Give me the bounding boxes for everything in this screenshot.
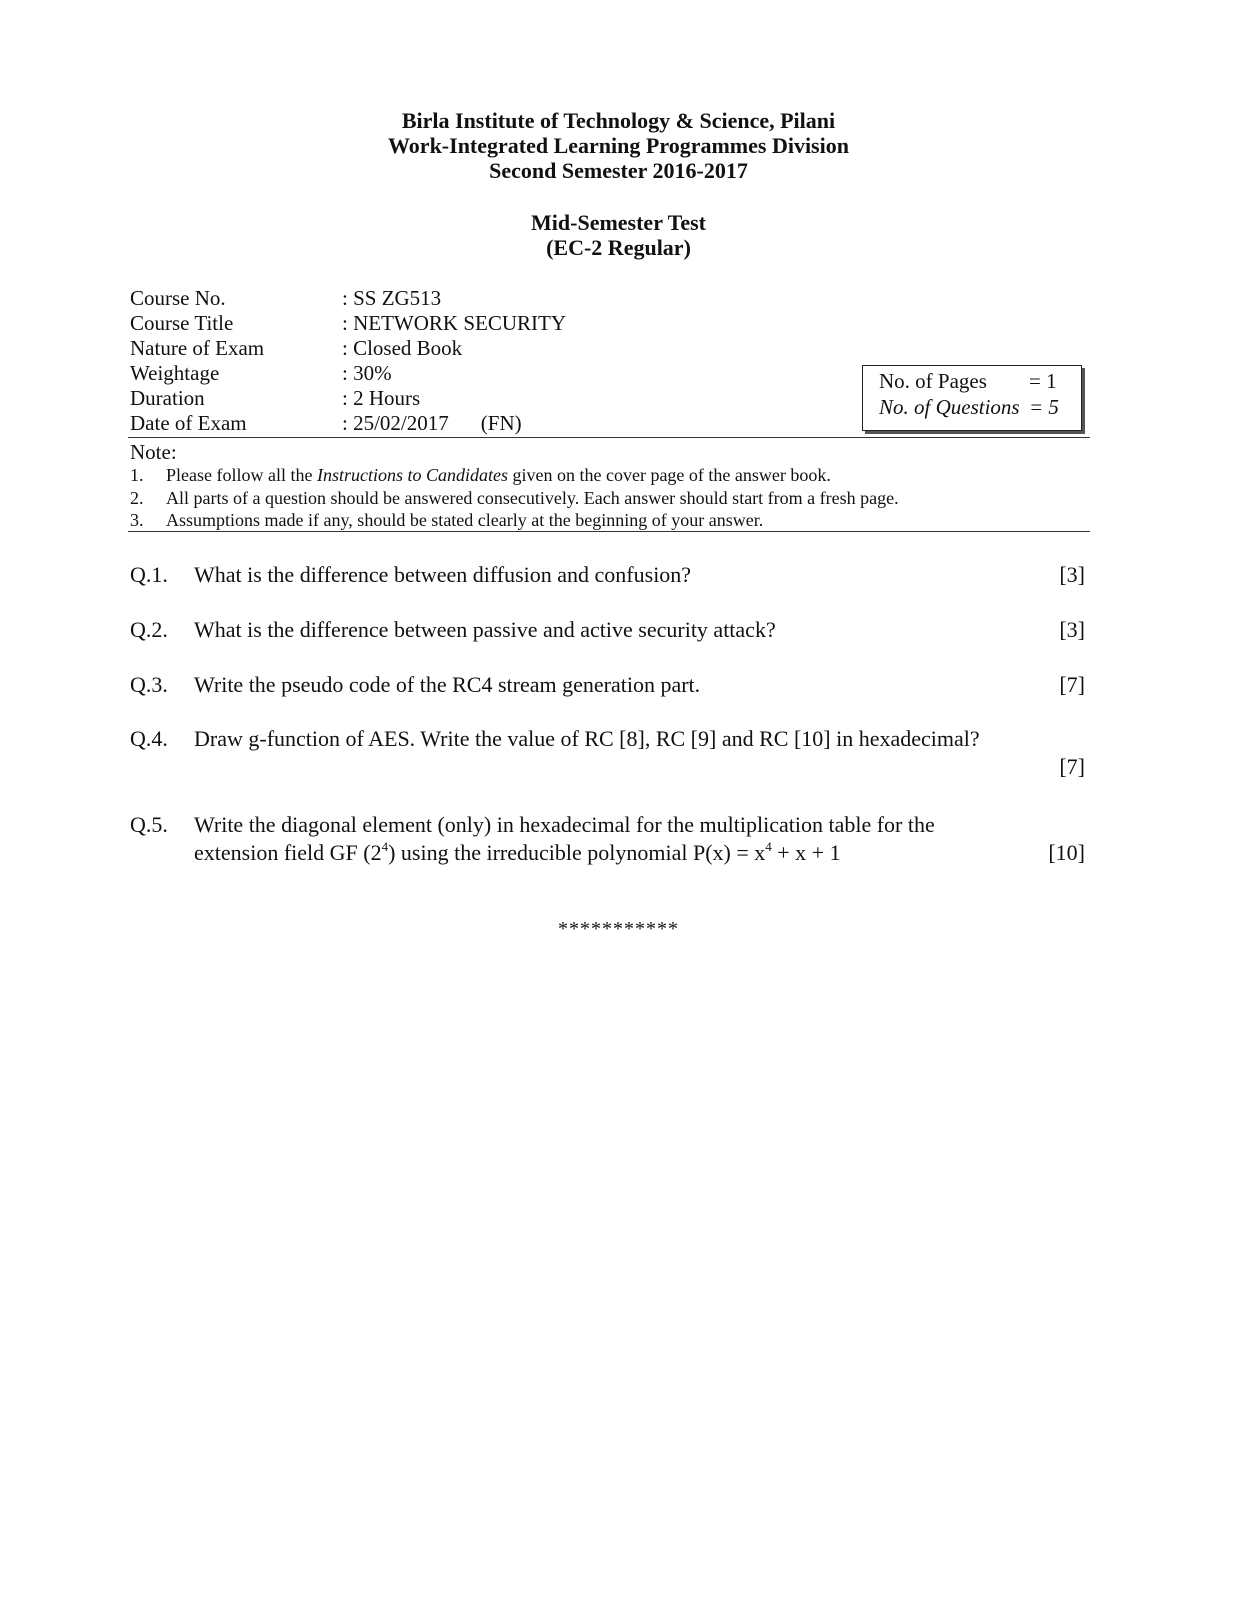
exam-header [0, 108, 1237, 183]
question-text: What is the difference between passive and active security attack? [194, 617, 776, 642]
question-2 [130, 616, 1085, 644]
question-marks: [3] [1059, 562, 1085, 587]
exam-subtitle: (EC-2 Regular) [546, 235, 691, 260]
question-text-part: extension field GF (2 [194, 840, 382, 865]
note-title: Note: [130, 440, 177, 464]
question-number: Q.1. [130, 562, 168, 587]
question-5 [130, 811, 1085, 867]
question-number: Q.3. [130, 672, 168, 697]
date-row [130, 411, 566, 436]
question-number: Q.4. [130, 726, 168, 751]
question-number: Q.2. [130, 617, 168, 642]
weightage-value: : 30% [342, 361, 392, 385]
note-text: All parts of a question should be answered consecutively. Each answer should start from a fresh page. [166, 487, 899, 508]
note-text: given on the cover page of the answer book. [507, 465, 831, 485]
note-emphasis: Instructions to Candidates [316, 465, 508, 485]
note-number: 3. [130, 510, 144, 530]
note-number: 2. [130, 487, 144, 508]
course-no-label: Course No. [130, 286, 226, 310]
question-text: Draw g-function of AES. Write the value of RC [8], RC [9] and RC [10] in hexadecimal? [194, 726, 980, 751]
questions-row [879, 395, 1059, 420]
note-item [130, 509, 899, 532]
note-text: Assumptions made if any, should be stated clearly at the beginning of your answer. [166, 510, 764, 530]
questions-value: = 5 [1029, 395, 1059, 419]
question-marks: [7] [1059, 672, 1085, 697]
question-text-line-2 [194, 839, 841, 867]
note-number: 1. [130, 465, 144, 485]
question-marks: [10] [1048, 840, 1085, 865]
end-marker: *********** [558, 918, 679, 940]
pages-label: No. of Pages [879, 369, 987, 393]
question-text-part: + x + 1 [771, 840, 841, 865]
duration-value: : 2 Hours [342, 386, 421, 410]
question-text: Write the diagonal element (only) in hexadecimal for the multiplication table for the [194, 812, 935, 837]
pages-value: = 1 [1029, 369, 1057, 393]
exam-title: Mid-Semester Test [531, 210, 706, 235]
session-value: (FN) [480, 411, 522, 435]
pages-row [879, 369, 1057, 394]
divider-bottom [128, 531, 1090, 532]
duration-label: Duration [130, 386, 205, 410]
question-1 [130, 561, 1085, 589]
weightage-label: Weightage [130, 361, 220, 385]
question-number: Q.5. [130, 812, 168, 837]
nature-label: Nature of Exam [130, 336, 265, 360]
course-title-value: : NETWORK SECURITY [342, 311, 566, 335]
pages-info-box [862, 365, 1082, 431]
course-no-row [130, 286, 566, 311]
note-section [130, 440, 899, 532]
exam-title-block [0, 210, 1237, 260]
course-title-label: Course Title [130, 311, 234, 335]
exponent: 4 [381, 839, 389, 854]
question-3 [130, 671, 1085, 699]
course-title-row [130, 311, 566, 336]
nature-row [130, 336, 566, 361]
question-text: What is the difference between diffusion and confusion? [194, 562, 692, 587]
course-details [130, 286, 566, 436]
date-value: : 25/02/2017 [342, 411, 449, 435]
weightage-row [130, 361, 566, 386]
question-4 [130, 725, 1085, 781]
questions-label: No. of Questions [879, 395, 1020, 419]
exponent: 4 [765, 839, 772, 854]
division-name: Work-Integrated Learning Programmes Division [388, 133, 849, 158]
note-item [130, 487, 899, 510]
institute-name: Birla Institute of Technology & Science, Pilani [401, 108, 836, 133]
date-label: Date of Exam [130, 411, 247, 435]
course-no-value: : SS ZG513 [342, 286, 442, 310]
note-item [130, 464, 899, 487]
question-marks: [7] [1059, 754, 1085, 779]
semester: Second Semester 2016-2017 [489, 158, 748, 183]
question-marks: [3] [1059, 617, 1085, 642]
divider-top [128, 437, 1090, 438]
nature-value: : Closed Book [342, 336, 463, 360]
question-text: Write the pseudo code of the RC4 stream generation part. [194, 672, 701, 697]
duration-row [130, 386, 566, 411]
note-text: Please follow all the [166, 465, 317, 485]
question-text-part: ) using the irreducible polynomial P(x) = x [388, 840, 766, 865]
